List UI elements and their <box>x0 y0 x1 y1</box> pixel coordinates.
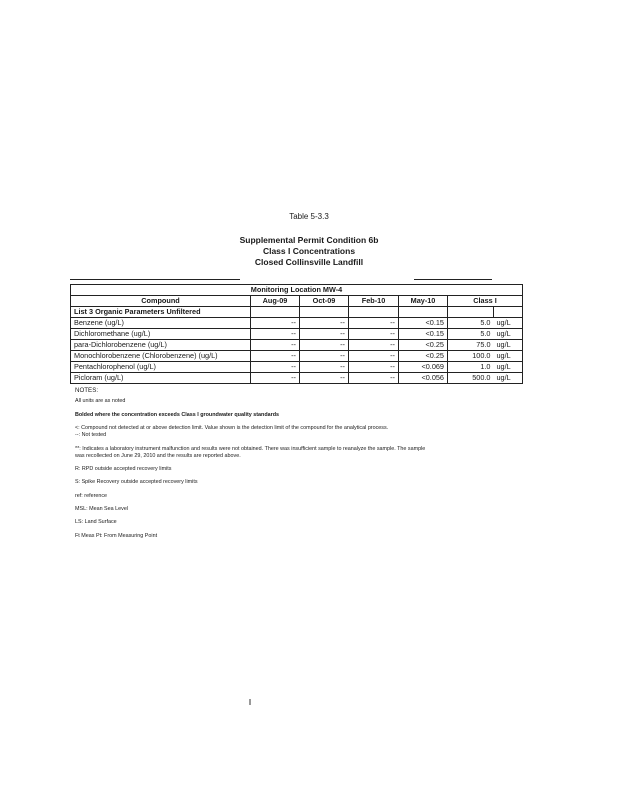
may10-value-cell: <0.15 <box>399 318 448 329</box>
note-lab-malfunction-2: was recollected on June 29, 2010 and the results are reported above. <box>75 452 241 459</box>
note-all-units: All units are as noted <box>75 398 126 405</box>
aug09-value-cell: -- <box>251 329 300 340</box>
note-ref: ref: reference <box>75 492 108 499</box>
column-header-may10: May-10 <box>399 296 448 307</box>
location-header-row <box>71 285 523 296</box>
table-row <box>71 362 523 373</box>
oct09-value-cell: -- <box>300 362 349 373</box>
column-header-row <box>71 296 523 307</box>
class1-limit-cell: 1.0 <box>448 362 494 373</box>
monitoring-location-label: Monitoring Location MW-4 <box>71 285 523 296</box>
compound-cell: Dichloromethane (ug/L) <box>71 329 251 340</box>
feb10-value-cell: -- <box>349 340 399 351</box>
note-msl: MSL: Mean Sea Level <box>75 506 129 513</box>
note-less-than: <: Compound not detected at or above detection limit. Value shown is the detection limit of the compound for the analytical process. <box>75 424 389 431</box>
feb10-value-cell: -- <box>349 373 399 384</box>
table-row <box>71 351 523 362</box>
class1-limit-cell: 100.0 <box>448 351 494 362</box>
column-header-compound: Compound <box>71 296 251 307</box>
note-lab-malfunction-1: **: Indicates a laboratory instrument malfunction and results were not obtained. There was insufficient sample to reanalyze the sample. The sample <box>75 445 426 452</box>
column-header-oct09: Oct-09 <box>300 296 349 307</box>
aug09-value-cell: -- <box>251 318 300 329</box>
unit-cell: ug/L <box>494 373 523 384</box>
column-header-feb10: Feb-10 <box>349 296 399 307</box>
note-not-tested: --: Not tested <box>75 432 107 439</box>
table-row <box>71 329 523 340</box>
compound-cell: Monochlorobenzene (Chlorobenzene) (ug/L) <box>71 351 251 362</box>
rule-right <box>414 279 492 280</box>
note-ft-meas: Ft Meas Pt: From Measuring Point <box>75 532 158 539</box>
section-row <box>71 307 523 318</box>
may10-value-cell: <0.069 <box>399 362 448 373</box>
compound-cell: para-Dichlorobenzene (ug/L) <box>71 340 251 351</box>
unit-cell: ug/L <box>494 318 523 329</box>
column-header-aug09: Aug-09 <box>251 296 300 307</box>
feb10-value-cell: -- <box>349 362 399 373</box>
table-body <box>71 318 523 384</box>
note-spike: S: Spike Recovery outside accepted recovery limits <box>75 479 198 486</box>
title-line-1: Supplemental Permit Condition 6b <box>239 235 379 245</box>
title-line-3: Closed Collinsville Landfill <box>254 257 364 267</box>
table-row <box>71 318 523 329</box>
note-rpd: R: RPD outside accepted recovery limits <box>75 466 172 473</box>
concentrations-table <box>70 284 523 384</box>
unit-cell: ug/L <box>494 362 523 373</box>
unit-cell: ug/L <box>494 340 523 351</box>
may10-value-cell: <0.15 <box>399 329 448 340</box>
unit-cell: ug/L <box>494 351 523 362</box>
compound-cell: Benzene (ug/L) <box>71 318 251 329</box>
aug09-value-cell: -- <box>251 351 300 362</box>
table-number: Table 5-3.3 <box>289 212 329 221</box>
feb10-value-cell: -- <box>349 329 399 340</box>
class1-limit-cell: 5.0 <box>448 329 494 340</box>
aug09-value-cell: -- <box>251 373 300 384</box>
note-bolded: Bolded where the concentration exceeds Class I groundwater quality standards <box>75 411 279 418</box>
scan-mark <box>249 699 251 705</box>
note-ls: LS: Land Surface <box>75 519 117 526</box>
class1-limit-cell: 500.0 <box>448 373 494 384</box>
table-row <box>71 373 523 384</box>
oct09-value-cell: -- <box>300 318 349 329</box>
column-header-class1: Class I <box>448 296 523 307</box>
notes-section <box>75 387 505 540</box>
may10-value-cell: <0.056 <box>399 373 448 384</box>
aug09-value-cell: -- <box>251 362 300 373</box>
class1-limit-cell: 75.0 <box>448 340 494 351</box>
compound-cell: Picloram (ug/L) <box>71 373 251 384</box>
unit-cell: ug/L <box>494 329 523 340</box>
section-label: List 3 Organic Parameters Unfiltered <box>71 307 251 318</box>
feb10-value-cell: -- <box>349 318 399 329</box>
rule-left <box>70 279 240 280</box>
oct09-value-cell: -- <box>300 340 349 351</box>
aug09-value-cell: -- <box>251 340 300 351</box>
class1-limit-cell: 5.0 <box>448 318 494 329</box>
notes-heading: NOTES: <box>75 387 99 394</box>
title-line-2: Class I Concentrations <box>262 246 356 256</box>
compound-cell: Pentachlorophenol (ug/L) <box>71 362 251 373</box>
feb10-value-cell: -- <box>349 351 399 362</box>
table-row <box>71 340 523 351</box>
may10-value-cell: <0.25 <box>399 340 448 351</box>
oct09-value-cell: -- <box>300 329 349 340</box>
may10-value-cell: <0.25 <box>399 351 448 362</box>
oct09-value-cell: -- <box>300 351 349 362</box>
oct09-value-cell: -- <box>300 373 349 384</box>
